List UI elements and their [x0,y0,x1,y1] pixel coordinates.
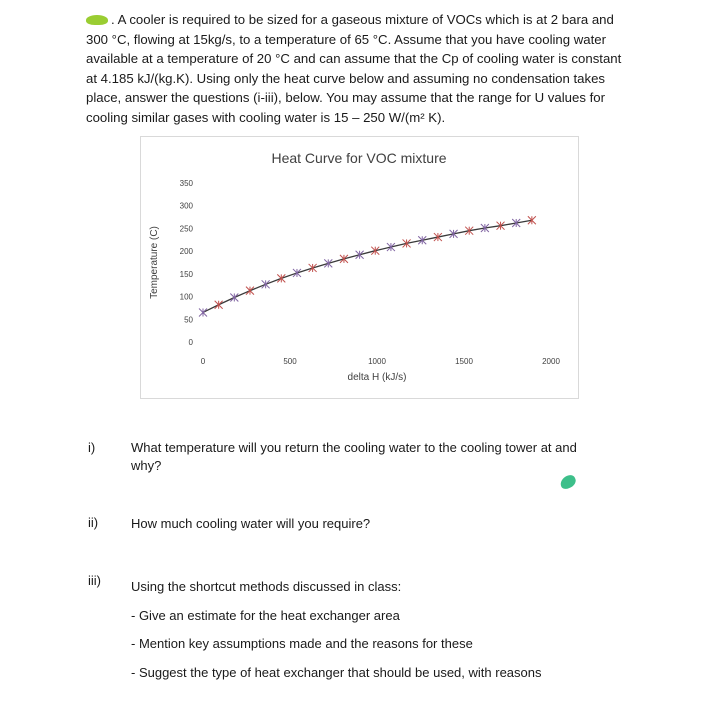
decorative-blob-icon [558,473,578,491]
y-tick-label: 50 [184,315,193,325]
x-tick-label: 1000 [368,357,386,366]
question-line: why? [131,458,162,473]
y-tick-label: 350 [179,179,193,188]
x-tick-label: 0 [200,357,206,366]
intro-line: place, answer the questions (i-iii), below. You may assume that the range for U values for [86,90,605,106]
data-point-star [246,287,254,295]
question-line: What temperature will you return the cooling water to the cooling tower at and [131,440,577,455]
question-2 [131,515,370,533]
question-3 [131,573,542,687]
data-point-star [215,301,223,309]
chart-canvas [141,137,578,398]
x-axis-label: delta H (kJ/s) [347,372,407,383]
data-point-star [293,269,301,277]
x-tick-label: 500 [283,357,297,366]
intro-line: cooling similar gases with cooling water is 15 – 250 W/(m² K). [86,109,446,125]
question-number: iii) [88,573,101,588]
question-1 [131,439,577,475]
chart-title: Heat Curve for VOC mixture [271,150,447,166]
question-number: i) [88,440,96,455]
data-point-star [199,308,207,316]
y-tick-label: 250 [179,224,193,234]
question-line: How much cooling water will you require? [131,516,371,531]
y-tick-label: 100 [179,292,193,302]
heat-curve-chart [140,136,579,399]
intro-line: 300 °C, flowing at 15kg/s, to a temperature of 65 °C. Assume that you have cooling water [86,31,607,47]
y-tick-label: 150 [179,269,193,279]
intro-line: available at a temperature of 20 °C and can assume that the Cp of cooling water is constant [86,51,622,67]
data-point-star [324,259,332,267]
x-tick-label: 2000 [542,357,560,366]
question-line: - Suggest the type of heat exchanger that should be used, with reasons [131,664,542,680]
y-tick-label: 0 [188,338,193,347]
y-tick-label: 300 [179,201,193,211]
y-axis-label: Temperature (C) [149,226,160,299]
question-line: - Give an estimate for the heat exchanger area [131,607,400,623]
problem-statement [86,10,646,128]
question-line: Using the shortcut methods discussed in class: [131,579,402,594]
data-point-star [230,293,238,301]
data-point-star [262,280,270,288]
series-line [203,220,532,312]
intro-first-line: . A cooler is required to be sized for a gaseous mixture of VOCs which is at 2 bara and [86,10,646,30]
data-point-star [309,264,317,272]
y-tick-label: 200 [179,247,193,257]
data-point-star [277,274,285,282]
data-point-star [340,255,348,263]
data-point-star [356,251,364,259]
highlight-blob-icon [86,15,108,25]
question-number: ii) [88,515,99,530]
x-tick-label: 1500 [455,357,473,366]
question-line: - Mention key assumptions made and the reasons for these [131,636,473,651]
intro-line: at 4.185 kJ/(kg.K). Using only the heat curve below and assuming no condensation takes [86,70,606,86]
